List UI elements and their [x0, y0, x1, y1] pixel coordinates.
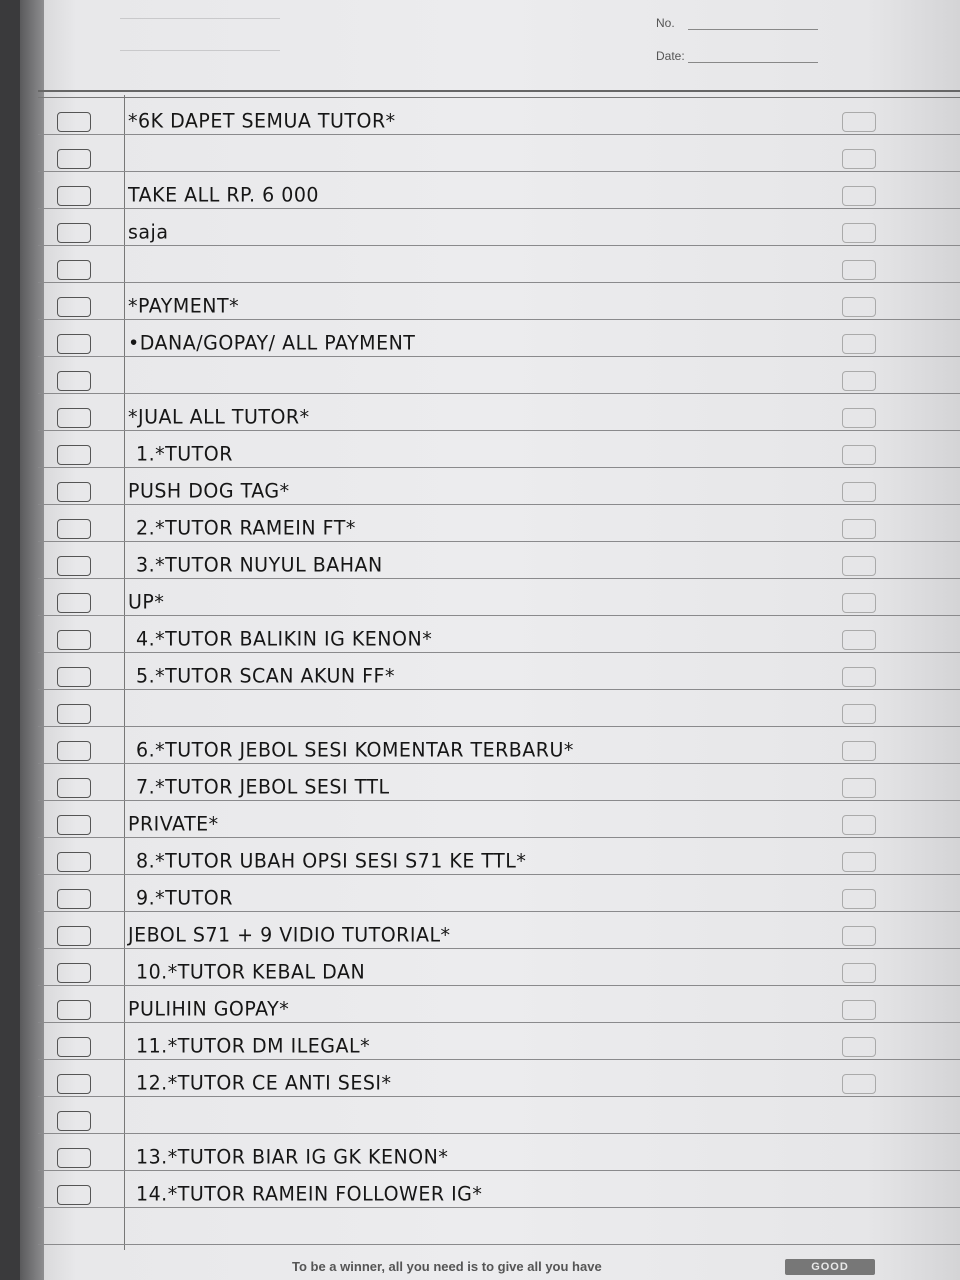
margin-line	[124, 95, 125, 1250]
row-checkbox	[57, 778, 91, 798]
ruled-line	[38, 726, 960, 727]
ruled-line	[38, 911, 960, 912]
row-checkbox-right	[842, 223, 876, 243]
row-checkbox	[57, 297, 91, 317]
note-line: *6K DAPET SEMUA TUTOR*	[128, 109, 396, 133]
row-checkbox-right	[842, 852, 876, 872]
ruled-line	[38, 615, 960, 616]
note-line: UP*	[128, 590, 165, 614]
note-line: *JUAL ALL TUTOR*	[128, 405, 310, 429]
note-line: 7.*TUTOR JEBOL SESI TTL	[136, 775, 390, 799]
ruled-line	[38, 1244, 960, 1245]
note-line: 5.*TUTOR SCAN AKUN FF*	[136, 664, 395, 688]
row-checkbox	[57, 186, 91, 206]
ruled-line	[38, 1059, 960, 1060]
row-checkbox	[57, 889, 91, 909]
row-checkbox	[57, 815, 91, 835]
ruled-line	[38, 430, 960, 431]
row-checkbox	[57, 149, 91, 169]
note-line: 14.*TUTOR RAMEIN FOLLOWER IG*	[136, 1182, 483, 1206]
note-line: 13.*TUTOR BIAR IG GK KENON*	[136, 1145, 449, 1169]
notebook-page	[20, 0, 960, 1280]
row-checkbox	[57, 963, 91, 983]
ruled-line	[38, 171, 960, 172]
row-checkbox	[57, 1111, 91, 1131]
ruled-line	[38, 948, 960, 949]
row-checkbox	[57, 741, 91, 761]
row-checkbox-right	[842, 297, 876, 317]
row-checkbox	[57, 1185, 91, 1205]
note-line: 10.*TUTOR KEBAL DAN	[136, 960, 366, 984]
ruled-line	[38, 1170, 960, 1171]
row-checkbox	[57, 519, 91, 539]
row-checkbox	[57, 112, 91, 132]
note-line: 11.*TUTOR DM ILEGAL*	[136, 1034, 371, 1058]
ruled-line	[38, 985, 960, 986]
note-line: 6.*TUTOR JEBOL SESI KOMENTAR TERBARU*	[136, 738, 574, 762]
row-checkbox-right	[842, 519, 876, 539]
row-checkbox-right	[842, 112, 876, 132]
row-checkbox-right	[842, 556, 876, 576]
ruled-line	[38, 467, 960, 468]
note-line: saja	[128, 220, 169, 244]
row-checkbox-right	[842, 260, 876, 280]
ruled-line	[38, 319, 960, 320]
note-line: 2.*TUTOR RAMEIN FT*	[136, 516, 356, 540]
ruled-line	[38, 208, 960, 209]
note-line: TAKE ALL RP. 6 000	[128, 183, 320, 207]
adjacent-page-edge	[20, 0, 44, 1280]
ruled-line	[38, 763, 960, 764]
ruled-line	[38, 800, 960, 801]
faint-top-line	[120, 18, 280, 19]
row-checkbox-right	[842, 630, 876, 650]
note-line: *PAYMENT*	[128, 294, 240, 318]
row-checkbox	[57, 1037, 91, 1057]
row-checkbox	[57, 445, 91, 465]
brand-logo: GOOD	[785, 1259, 875, 1275]
note-line: PRIVATE*	[128, 812, 219, 836]
row-checkbox	[57, 482, 91, 502]
faint-top-line	[120, 50, 280, 51]
ruled-line	[38, 1133, 960, 1134]
row-checkbox-right	[842, 593, 876, 613]
row-checkbox-right	[842, 1037, 876, 1057]
ruled-line	[38, 1096, 960, 1097]
note-line: 1.*TUTOR	[136, 442, 233, 466]
row-checkbox-right	[842, 704, 876, 724]
row-checkbox	[57, 704, 91, 724]
row-checkbox-right	[842, 1074, 876, 1094]
row-checkbox	[57, 926, 91, 946]
row-checkbox	[57, 630, 91, 650]
row-checkbox	[57, 408, 91, 428]
row-checkbox-right	[842, 778, 876, 798]
ruled-line	[38, 578, 960, 579]
no-field	[656, 16, 675, 30]
row-checkbox-right	[842, 334, 876, 354]
note-line: PULIHIN GOPAY*	[128, 997, 290, 1021]
note-line: •DANA/GOPAY/ ALL PAYMENT	[128, 331, 416, 355]
row-checkbox	[57, 667, 91, 687]
note-line: JEBOL S71 + 9 VIDIO TUTORIAL*	[128, 923, 451, 947]
header-double-rule	[38, 90, 960, 98]
row-checkbox-right	[842, 482, 876, 502]
ruled-line	[38, 541, 960, 542]
row-checkbox	[57, 852, 91, 872]
row-checkbox	[57, 223, 91, 243]
ruled-line	[38, 393, 960, 394]
note-line: 9.*TUTOR	[136, 886, 233, 910]
ruled-line	[38, 134, 960, 135]
ruled-line	[38, 356, 960, 357]
row-checkbox	[57, 371, 91, 391]
note-line: 4.*TUTOR BALIKIN IG KENON*	[136, 627, 433, 651]
note-line: 8.*TUTOR UBAH OPSI SESI S71 KE TTL*	[136, 849, 527, 873]
row-checkbox-right	[842, 815, 876, 835]
row-checkbox	[57, 1000, 91, 1020]
row-checkbox	[57, 334, 91, 354]
row-checkbox-right	[842, 889, 876, 909]
note-line: PUSH DOG TAG*	[128, 479, 290, 503]
ruled-line	[38, 874, 960, 875]
row-checkbox-right	[842, 741, 876, 761]
ruled-line	[38, 837, 960, 838]
row-checkbox-right	[842, 667, 876, 687]
row-checkbox-right	[842, 186, 876, 206]
row-checkbox-right	[842, 445, 876, 465]
footer-motto: To be a winner, all you need is to give all you have	[292, 1259, 602, 1274]
ruled-line	[38, 504, 960, 505]
ruled-line	[38, 245, 960, 246]
date-field	[656, 49, 685, 63]
row-checkbox-right	[842, 963, 876, 983]
ruled-line	[38, 689, 960, 690]
row-checkbox-right	[842, 149, 876, 169]
ruled-line	[38, 1022, 960, 1023]
note-line: 12.*TUTOR CE ANTI SESI*	[136, 1071, 392, 1095]
row-checkbox-right	[842, 371, 876, 391]
row-checkbox	[57, 1148, 91, 1168]
row-checkbox-right	[842, 926, 876, 946]
ruled-line	[38, 1207, 960, 1208]
date-label: Date:	[656, 49, 685, 63]
row-checkbox-right	[842, 1000, 876, 1020]
row-checkbox	[57, 556, 91, 576]
row-checkbox-right	[842, 408, 876, 428]
row-checkbox	[57, 260, 91, 280]
ruled-line	[38, 282, 960, 283]
row-checkbox	[57, 593, 91, 613]
row-checkbox	[57, 1074, 91, 1094]
ruled-line	[38, 652, 960, 653]
note-line: 3.*TUTOR NUYUL BAHAN	[136, 553, 383, 577]
no-label: No.	[656, 16, 675, 30]
